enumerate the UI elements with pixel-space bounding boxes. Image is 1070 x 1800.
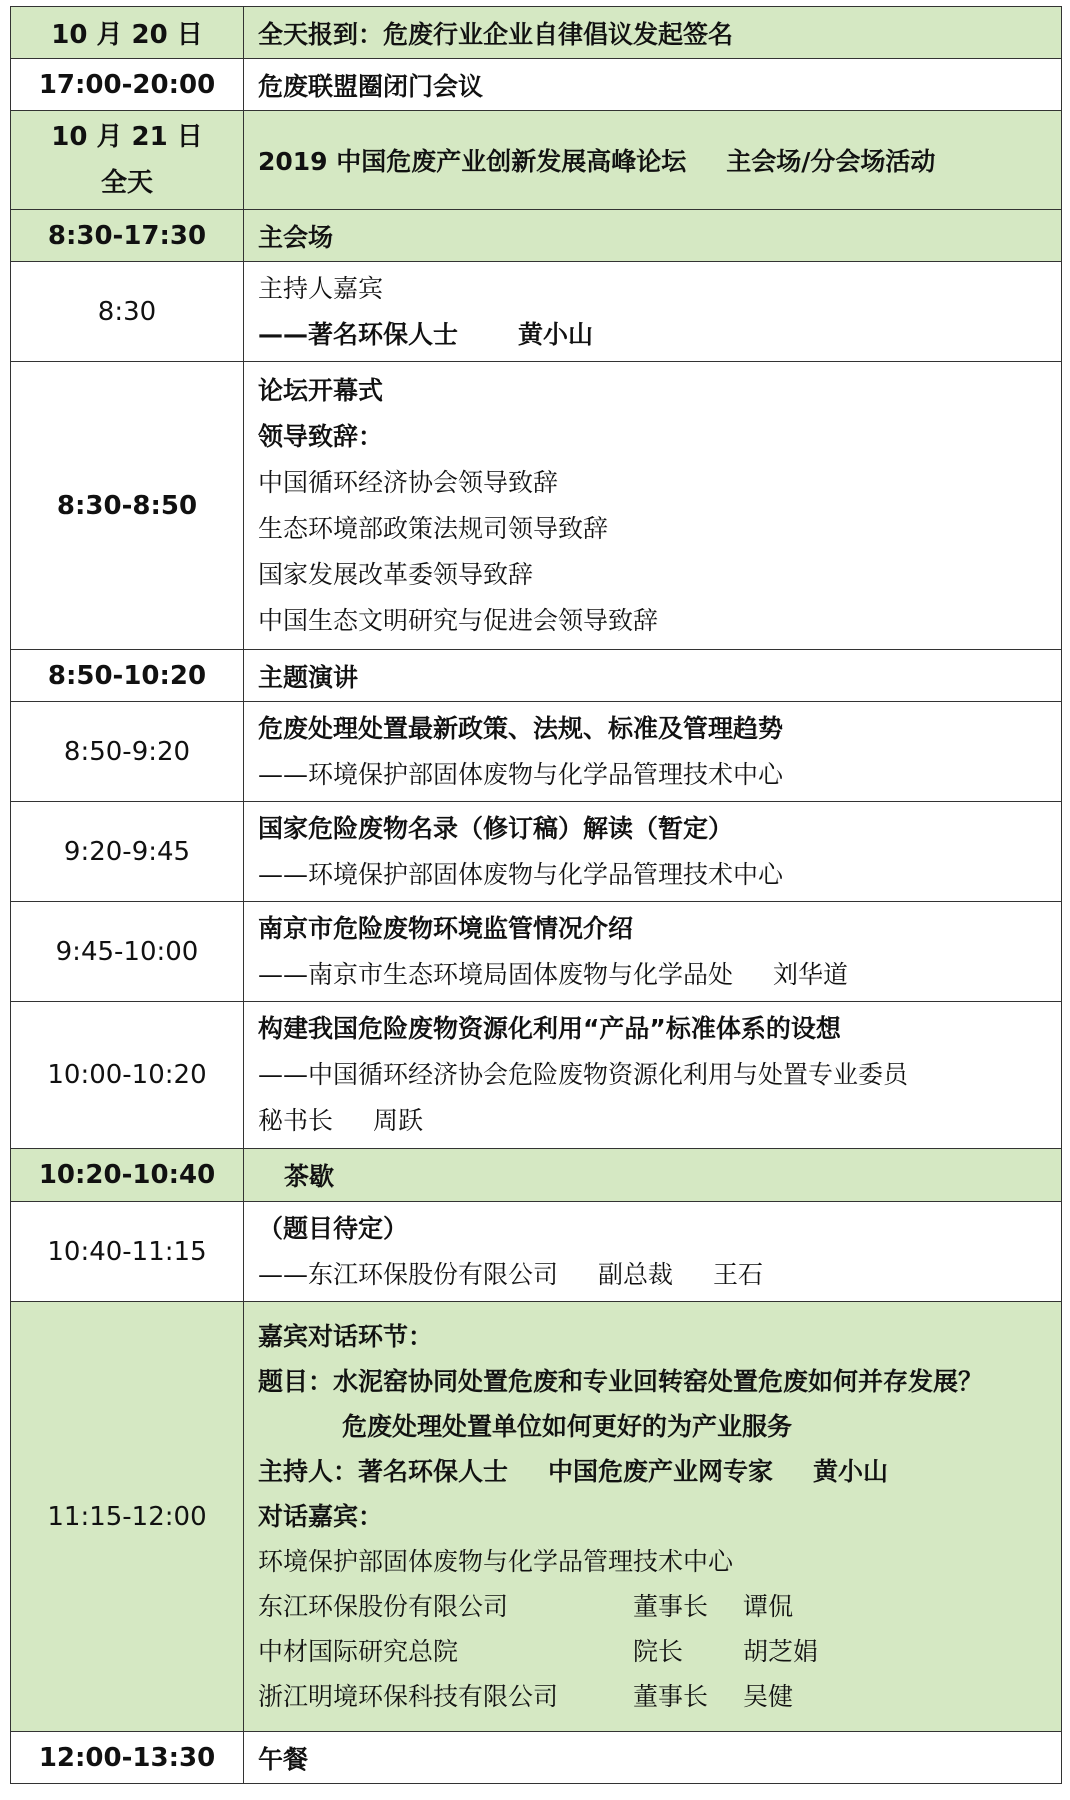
content-line: 中国生态文明研究与促进会领导致辞	[258, 605, 659, 635]
speaker-name: 黄小山	[518, 319, 594, 349]
panel-host	[258, 1449, 1047, 1494]
host-title: 主持人：著名环保人士	[258, 1457, 509, 1486]
talk-speaker	[258, 1252, 1047, 1298]
date-label: 10 月 21 日	[51, 122, 203, 152]
time-cell: 17:00-20:00	[11, 59, 244, 111]
time-cell: 8:30-8:50	[11, 362, 244, 650]
guest-org: 中材国际研究总院	[258, 1637, 459, 1666]
agenda-row	[11, 1149, 1062, 1202]
time-cell: 10 月 20 日	[11, 7, 244, 59]
speaker-name: 周跃	[373, 1106, 424, 1135]
guest-org: 东江环保股份有限公司	[258, 1592, 509, 1621]
talk-speaker-cont	[258, 1098, 1047, 1144]
time-cell	[11, 111, 244, 210]
time-cell: 11:15-12:00	[11, 1302, 244, 1732]
talk-title: 南京市危险废物环境监管情况介绍	[258, 913, 634, 943]
agenda-row	[11, 1002, 1062, 1149]
content-cell	[244, 902, 1062, 1002]
talk-speaker: ——中国循环经济协会危险废物资源化利用与处置专业委员	[258, 1060, 909, 1089]
panel-topic: 题目：水泥窑协同处置危废和专业回转窑处置危废如何并存发展？	[258, 1367, 984, 1396]
guest-org: 浙江明境环保科技有限公司	[258, 1682, 559, 1711]
content-line: 中国循环经济协会领导致辞	[258, 467, 559, 497]
panel-heading: 嘉宾对话环节：	[258, 1322, 434, 1351]
content-cell	[244, 1302, 1062, 1732]
forum-venue: 主会场/分会场活动	[726, 147, 936, 176]
agenda-row	[11, 59, 1062, 111]
content-cell	[244, 111, 1062, 210]
guest-name: 谭侃	[743, 1592, 794, 1621]
content-cell	[244, 702, 1062, 802]
time-cell: 8:50-9:20	[11, 702, 244, 802]
content-cell	[244, 262, 1062, 362]
content-cell	[244, 802, 1062, 902]
time-cell: 8:30-17:30	[11, 210, 244, 262]
talk-speaker	[258, 952, 1047, 998]
time-cell: 8:50-10:20	[11, 650, 244, 702]
speaker-title: 秘书长	[258, 1106, 334, 1135]
content-cell	[244, 1202, 1062, 1302]
talk-speaker: ——环境保护部固体废物与化学品管理技术中心	[258, 759, 784, 789]
break-label: 茶歇	[284, 1162, 335, 1191]
panel-guest: 环境保护部固体废物与化学品管理技术中心	[258, 1547, 734, 1576]
agenda-row	[11, 802, 1062, 902]
content-cell: 危废联盟圈闭门会议	[244, 59, 1062, 111]
agenda-row	[11, 1202, 1062, 1302]
time-cell: 10:20-10:40	[11, 1149, 244, 1202]
talk-title: 国家危险废物名录（修订稿）解读（暂定）	[258, 813, 734, 843]
panel-guests-heading: 对话嘉宾：	[258, 1502, 384, 1531]
content-cell	[244, 362, 1062, 650]
talk-speaker: ——环境保护部固体废物与化学品管理技术中心	[258, 859, 784, 889]
speaker-name: 刘华道	[773, 959, 849, 989]
agenda-row	[11, 210, 1062, 262]
talk-title: 构建我国危险废物资源化利用“产品”标准体系的设想	[258, 1014, 841, 1043]
content-line: 论坛开幕式	[258, 375, 384, 405]
panel-guest	[258, 1629, 1047, 1674]
talk-title: （题目待定）	[258, 1213, 409, 1243]
agenda-row	[11, 650, 1062, 702]
time-cell: 12:00-13:30	[11, 1732, 244, 1784]
agenda-row	[11, 702, 1062, 802]
agenda-row	[11, 262, 1062, 362]
host-name: 黄小山	[813, 1457, 889, 1486]
content-line	[258, 312, 1047, 358]
content-line: 国家发展改革委领导致辞	[258, 559, 534, 589]
time-cell: 10:40-11:15	[11, 1202, 244, 1302]
agenda-table	[10, 6, 1062, 1784]
content-cell: 主题演讲	[244, 650, 1062, 702]
time-cell: 9:20-9:45	[11, 802, 244, 902]
date-sub-label: 全天	[100, 168, 153, 198]
content-cell: 主会场	[244, 210, 1062, 262]
content-line: 主持人嘉宾	[258, 273, 384, 303]
guest-title: 董事长	[633, 1682, 709, 1711]
guest-title: 院长	[633, 1637, 684, 1666]
panel-topic-cont: 危废处理处置单位如何更好的为产业服务	[342, 1412, 793, 1441]
agenda-row	[11, 111, 1062, 210]
time-cell: 8:30	[11, 262, 244, 362]
host-role: 中国危废产业网专家	[548, 1457, 774, 1486]
time-cell: 9:45-10:00	[11, 902, 244, 1002]
guest-title: 董事长	[633, 1592, 709, 1621]
speaker-title: ——著名环保人士	[258, 319, 459, 349]
content-cell: 午餐	[244, 1732, 1062, 1784]
agenda-row	[11, 362, 1062, 650]
panel-guest	[258, 1584, 1047, 1629]
speaker-org: ——南京市生态环境局固体废物与化学品处	[258, 959, 734, 989]
content-line: 生态环境部政策法规司领导致辞	[258, 513, 609, 543]
speaker-title: 副总裁	[598, 1259, 674, 1289]
speaker-name: 王石	[713, 1259, 764, 1289]
guest-name: 胡芝娟	[743, 1637, 819, 1666]
forum-title: 2019 中国危废产业创新发展高峰论坛	[258, 147, 687, 176]
content-cell: 全天报到：危废行业企业自律倡议发起签名	[244, 7, 1062, 59]
content-cell	[244, 1002, 1062, 1149]
speaker-org: ——东江环保股份有限公司	[258, 1259, 559, 1289]
content-line: 领导致辞：	[258, 421, 384, 451]
agenda-row	[11, 1732, 1062, 1784]
guest-name: 吴健	[743, 1682, 794, 1711]
agenda-row	[11, 1302, 1062, 1732]
time-cell: 10:00-10:20	[11, 1002, 244, 1149]
agenda-row	[11, 7, 1062, 59]
panel-guest	[258, 1674, 1047, 1719]
content-cell	[244, 1149, 1062, 1202]
agenda-row	[11, 902, 1062, 1002]
talk-title: 危废处理处置最新政策、法规、标准及管理趋势	[258, 713, 784, 743]
